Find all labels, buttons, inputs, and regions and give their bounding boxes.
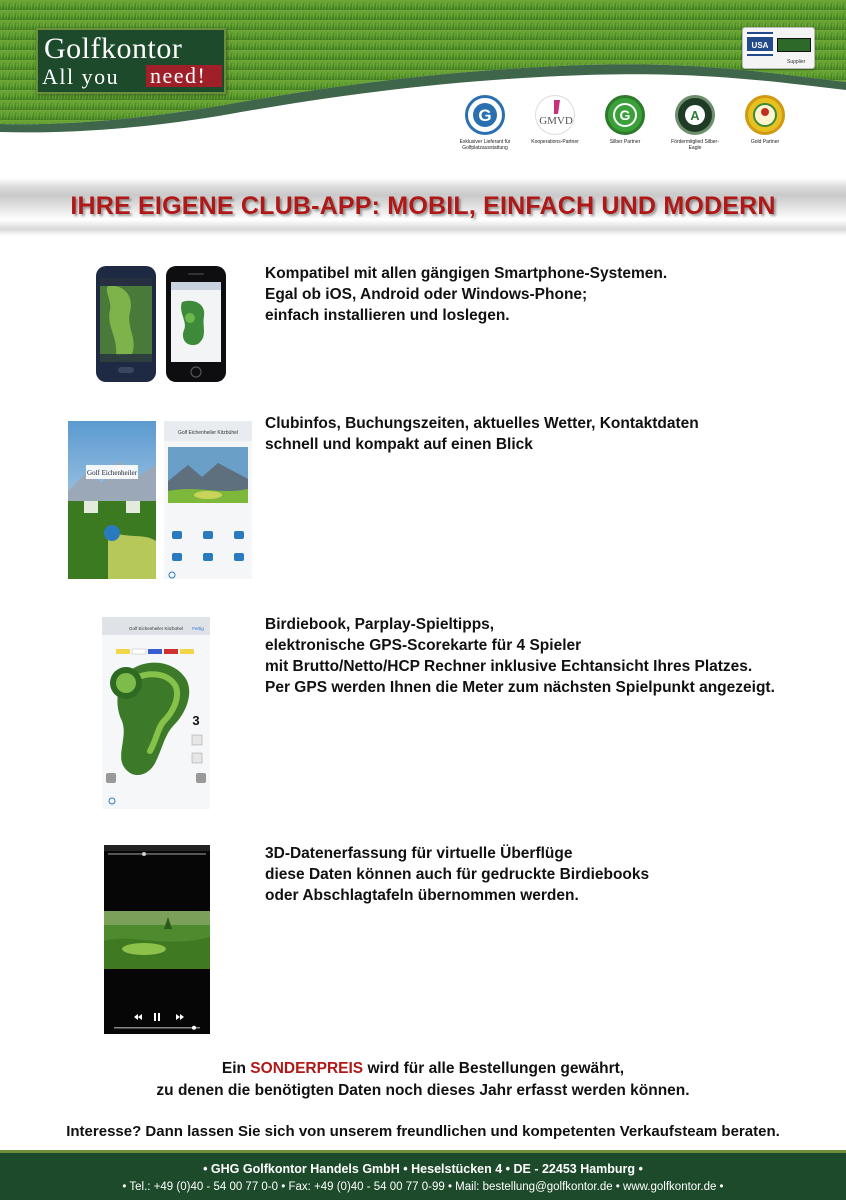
- seal-gold-icon: [745, 95, 785, 135]
- partner-seals: [455, 95, 795, 165]
- partner-seal: GMVD Kooperations-Partner: [525, 95, 585, 165]
- partner-seal: G Exklusiver Lieferant für Golfplatzausstattung: [455, 95, 515, 165]
- partner-seal: G Silber Partner: [595, 95, 655, 165]
- flyover-video-image: [104, 845, 210, 1034]
- hole-number: 3: [192, 713, 200, 728]
- feature-4-text: 3D-Datenerfassung für virtuelle Überflüge diese Daten können auch für gedruckte Birdiebooks oder Abschlagtafeln übernommen werden.: [265, 845, 650, 904]
- svg-text:G: G: [619, 107, 631, 123]
- footer-company: • GHG Golfkontor Handels GmbH • Heselstücken 4 • DE - 22453 Hamburg •: [203, 1162, 643, 1176]
- footer: [0, 1150, 846, 1200]
- supplier-logo-icon: [777, 38, 811, 52]
- usa-flag-icon: USA: [747, 32, 773, 56]
- seal-g-icon: [465, 95, 505, 135]
- logo-wordmark: Golfkontor: [44, 32, 183, 65]
- logo-slogan-part2: need!: [146, 65, 222, 87]
- svg-text:G: G: [478, 106, 492, 125]
- feature-1-text: Kompatibel mit allen gängigen Smartphone-Systemen. Egal ob iOS, Android oder Windows-Phone; einfach installieren und loslegen.: [265, 265, 668, 324]
- feature-2-text: Clubinfos, Buchungszeiten, aktuelles Wetter, Kontaktdaten schnell und kompakt auf einen Blick: [265, 415, 699, 453]
- usa-supplier-badge: USA Supplier: [742, 27, 815, 69]
- golfkontor-logo[interactable]: [36, 28, 226, 94]
- partner-seal: A Fördermitglied Silber-Eagle: [665, 95, 725, 165]
- svg-text:A: A: [690, 108, 700, 123]
- svg-text:Golf Eichenheiler Kitzbühel: Golf Eichenheiler Kitzbühel: [128, 626, 184, 631]
- special-offer: Ein SONDERPREIS wird für alle Bestellungen gewährt, zu denen die benötigten Daten noch dieses Jahr erfasst werden können.: [156, 1060, 690, 1099]
- smartphones-image: [94, 266, 230, 384]
- page-title: IHRE EIGENE CLUB-APP: MOBIL, EINFACH UND MODERN: [70, 192, 776, 220]
- logo-slogan-part1: All you: [42, 64, 120, 89]
- seal-gmvd-icon: [535, 95, 575, 135]
- title-banner: [0, 178, 846, 236]
- header: [0, 0, 846, 175]
- seal-eagle-icon: [675, 95, 715, 135]
- feature-3-text: Birdiebook, Parplay-Spieltipps, elektronische GPS-Scorekarte für 4 Spieler mit Brutto/Netto/HCP Rechner inklusive Echtansicht Ihres Platzes. Per GPS werden Ihnen die Meter zum nächsten Spielpunkt angezeigt.: [265, 616, 775, 696]
- svg-text:GMVD: GMVD: [539, 115, 573, 127]
- club-logo-text: Golf Eichenheiler: [87, 469, 137, 477]
- gps-scorecard-image: [102, 617, 210, 809]
- clubinfo-screens-image: [68, 421, 254, 581]
- club-title-text: Golf Eichenheiler Kitzbühel: [177, 430, 239, 436]
- interest-text: Interesse? Dann lassen Sie sich von unserem freundlichen und kompetenten Verkaufsteam beraten.: [66, 1123, 780, 1140]
- seal-silver-icon: [605, 95, 645, 135]
- done-button: Fertig: [192, 626, 204, 631]
- partner-seal: Gold Partner: [735, 95, 795, 165]
- special-price-highlight: SONDERPREIS: [250, 1060, 364, 1077]
- footer-contact: • Tel.: +49 (0)40 - 54 00 77 0-0 • Fax: +49 (0)40 - 54 00 77 0-99 • Mail: bestellung@golfkontor.de • www.golfkontor.de •: [122, 1181, 724, 1193]
